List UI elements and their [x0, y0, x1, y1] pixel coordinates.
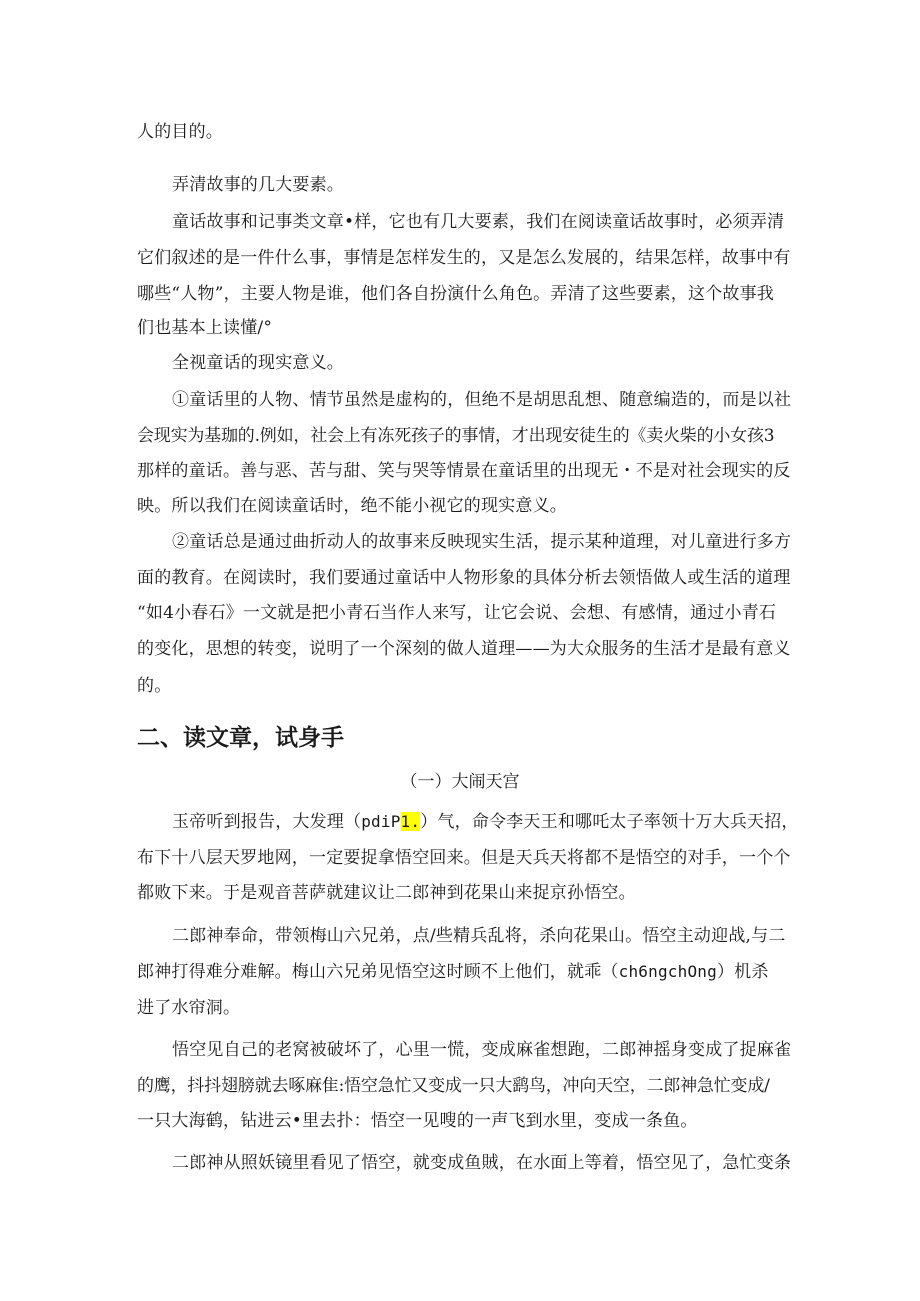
story-line: 一只大海鹤，钻进云•里去扑：悟空一见嗖的一声飞到水里，变成一条鱼。	[137, 1111, 698, 1131]
body-line: 人的目的。	[137, 122, 223, 142]
story-line: 悟空见自己的老窝被破坏了，心里一慌，变成麻雀想跑，二郎神摇身变成了捉麻雀	[172, 1040, 792, 1060]
body-line: 面的教育。在阅读时，我们要通过童话中人物形象的具体分析去领悟做人或生活的道理	[137, 568, 791, 588]
body-line: 的。	[137, 676, 172, 696]
highlighted-text: 1.	[400, 812, 421, 831]
story-text: ）机杀	[716, 962, 769, 982]
section-heading: 二、读文章，试身手	[137, 725, 344, 751]
story-title: （一）大闹天宫	[400, 772, 520, 792]
body-line: 会现实为基珈的.例如，社会上有冻死孩子的事情，才出现安徒生的《卖火柴的小女孩3	[137, 426, 775, 446]
body-line: 映。所以我们在阅读童话时，绝不能小视它的现实意义。	[137, 496, 567, 516]
story-line	[172, 811, 822, 833]
body-line: 它们叙述的是一件什么事，事情是怎样发生的，又是怎么发展的，结果怎样，故事中有	[137, 248, 791, 268]
body-line: 的变化，思想的转变，说明了一个深刻的做人道理——为大众服务的生活才是最有意义	[137, 639, 791, 659]
story-line: 布下十八层天罗地网，一定要捉拿悟空回来。但是天兵天将都不是悟空的对手，一个个	[137, 848, 791, 868]
body-line: 们也基本上读懂/°	[137, 318, 273, 338]
body-line: 那样的童话。善与恶、苦与甜、笑与哭等情景在童话里的出现无・不是对社会现实的反	[137, 461, 791, 481]
story-text: 玉帝听到报告，大发理（	[172, 812, 362, 832]
point-heading: 全视童话的现实意义。	[172, 353, 344, 373]
body-line: 童话故事和记事类文章•样，它也有几大要素，我们在阅读童话故事时，必须弄清	[172, 212, 785, 232]
body-line: “如4小春石》一文就是把小青石当作人来写，让它会说、会想、有感情，通过小青石	[137, 603, 777, 623]
pinyin-text: pdiP	[361, 812, 401, 831]
story-line: 的鹰，抖抖翅膀就去啄麻隹:悟空急忙又变成一只大鹞鸟，冲向天空，二郎神急忙变成/	[137, 1076, 770, 1096]
body-line: 哪些“人物”，主要人物是谁，他们各自扮演什么角色。弄清了这些要素，这个故事我	[137, 284, 774, 304]
story-line: 二郎神奉命，带领梅山六兄弟，点/些精兵乱将，杀向花果山。悟空主动迎战,与二	[172, 926, 786, 946]
story-text: 郎神打得难分难解。梅山六兄弟见悟空这时顾不上他们，就乖（	[137, 962, 619, 982]
story-text: ）气，命令李天王和哪吒太子率领十万大兵天招，	[420, 812, 799, 832]
story-line: 进了水帘洞。	[137, 998, 241, 1018]
story-line	[137, 961, 787, 983]
story-line: 都败下来。于是观音菩萨就建议让二郎神到花果山来捉京孙悟空。	[137, 883, 636, 903]
point-heading: 弄清故事的几大要素。	[172, 175, 344, 195]
body-line: ①童话里的人物、情节虽然是虚构的，但绝不是胡思乱想、随意编造的，而是以社	[172, 390, 792, 410]
pinyin-text: ch6ngchOng	[618, 962, 717, 981]
body-line: ②童话总是通过曲折动人的故事来反映现实生活，提示某种道理，对儿童进行多方	[172, 532, 792, 552]
story-line: 二郎神从照妖镜里看见了悟空，就变成鱼賊，在水面上等着，悟空见了，急忙变条	[172, 1153, 792, 1173]
